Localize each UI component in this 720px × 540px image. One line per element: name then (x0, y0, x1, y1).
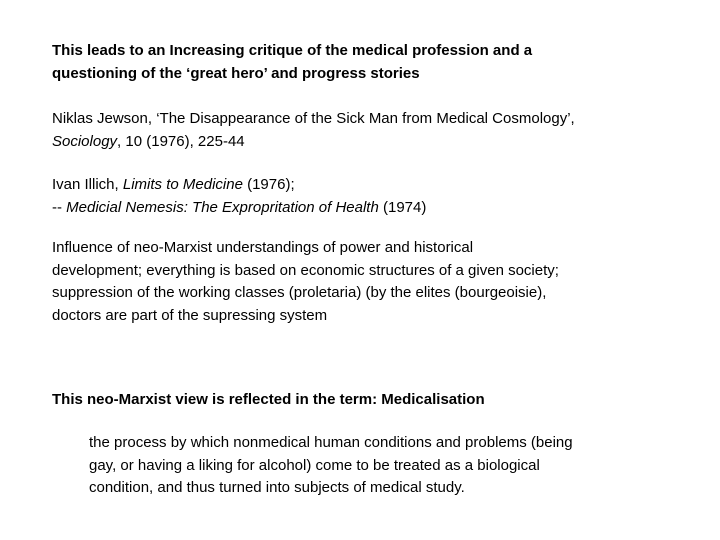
intro-line-2: questioning of the ‘great hero’ and progress stories (52, 64, 420, 82)
influence-paragraph (52, 237, 672, 327)
jewson-line-2 (52, 131, 672, 154)
intro-line-1: This leads to an Increasing critique of the medical profession and a (52, 42, 533, 59)
influence-line-2: development; everything is based on economic structures of a given society; (52, 261, 559, 279)
illich-reference (52, 174, 672, 219)
influence-line-1: Influence of neo-Marxist understandings of power and historical (52, 239, 474, 256)
illich-title-1: Limits to Medicine (122, 176, 243, 193)
illich-title-2: Medicial Nemesis: The Expropritation of Health (66, 198, 379, 216)
definition-line-2: gay, or having a liking for alcohol) come to be treated as a biological (89, 456, 540, 474)
illich-author: Ivan Illich, (52, 176, 123, 193)
influence-line-4: doctors are part of the supressing system (52, 306, 328, 324)
illich-line-2 (52, 197, 672, 220)
jewson-line-1: Niklas Jewson, ‘The Disappearance of the Sick Man from Medical Cosmology’, (52, 110, 575, 127)
illich-prefix-2: -- (52, 198, 67, 216)
jewson-reference (52, 108, 672, 153)
medicalisation-heading: This neo-Marxist view is reflected in the term: Medicalisation (52, 391, 485, 408)
illich-year-1: (1976); (242, 176, 295, 193)
definition-line-1: the process by which nonmedical human conditions and problems (being (89, 434, 573, 451)
medicalisation-definition (89, 432, 649, 500)
intro-paragraph (52, 40, 672, 85)
definition-line-3: condition, and thus turned into subjects of medical study. (89, 479, 465, 496)
illich-line-1 (52, 174, 672, 197)
illich-year-2: (1974) (378, 198, 427, 216)
jewson-details: , 10 (1976), 225-44 (117, 132, 245, 150)
influence-line-3: suppression of the working classes (proletaria) (by the elites (bourgeoisie), (52, 284, 547, 301)
jewson-journal: Sociology (52, 132, 118, 150)
